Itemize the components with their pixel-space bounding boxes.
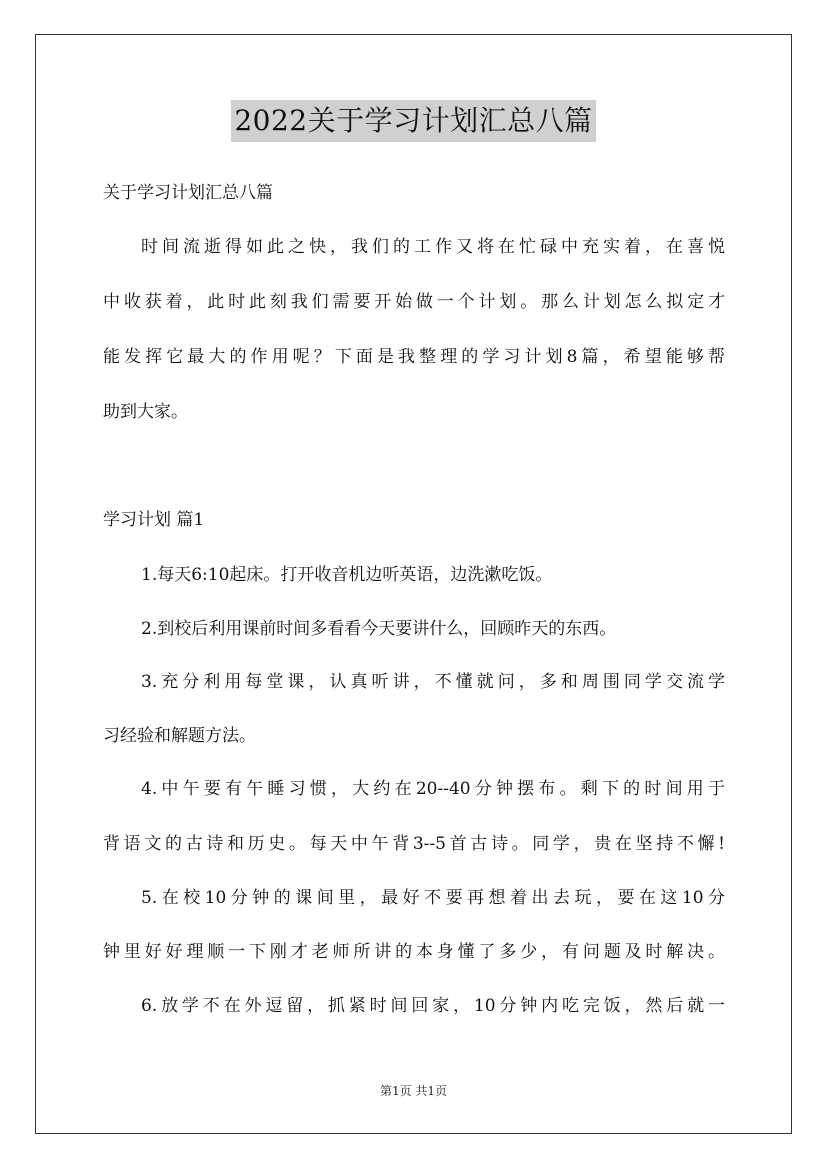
intro-line: 时间流逝得如此之快，我们的工作又将在忙碌中充实着，在喜悦 (141, 237, 725, 257)
intro-line: 助到大家。 (103, 402, 188, 422)
intro-line: 中收获着，此时此刻我们需要开始做一个计划。那么计划怎么拟定才 (103, 292, 725, 312)
body-line: 1.每天6:10起床。打开收音机边听英语，边洗漱吃饭。 (141, 565, 553, 585)
section-heading: 学习计划 篇1 (103, 510, 205, 530)
page-number: 第1页 共1页 (379, 1084, 448, 1098)
body-line: 背语文的古诗和历史。每天中午背3--5首古诗。同学，贵在坚持不懈! (103, 834, 725, 854)
body-line: 习经验和解题方法。 (103, 726, 256, 746)
body-line: 4.中午要有午睡习惯，大约在20--40分钟摆布。剩下的时间用于 (141, 779, 725, 799)
body-line: 6.放学不在外逗留，抓紧时间回家，10分钟内吃完饭，然后就一 (141, 996, 725, 1016)
document-subtitle: 关于学习计划汇总八篇 (103, 183, 273, 203)
document-title: 2022关于学习计划汇总八篇 (231, 100, 595, 142)
body-line: 2.到校后利用课前时间多看看今天要讲什么，回顾昨天的东西。 (141, 619, 617, 639)
body-line: 3.充分利用每堂课，认真听讲，不懂就问，多和周围同学交流学 (141, 672, 725, 692)
intro-line: 能发挥它最大的作用呢？下面是我整理的学习计划8篇，希望能够帮 (103, 347, 725, 367)
title-container (0, 100, 827, 142)
body-line: 钟里好好理顺一下刚才老师所讲的本身懂了多少，有问题及时解决。 (103, 942, 725, 962)
body-line: 5.在校10分钟的课间里，最好不要再想着出去玩，要在这10分 (141, 888, 725, 908)
